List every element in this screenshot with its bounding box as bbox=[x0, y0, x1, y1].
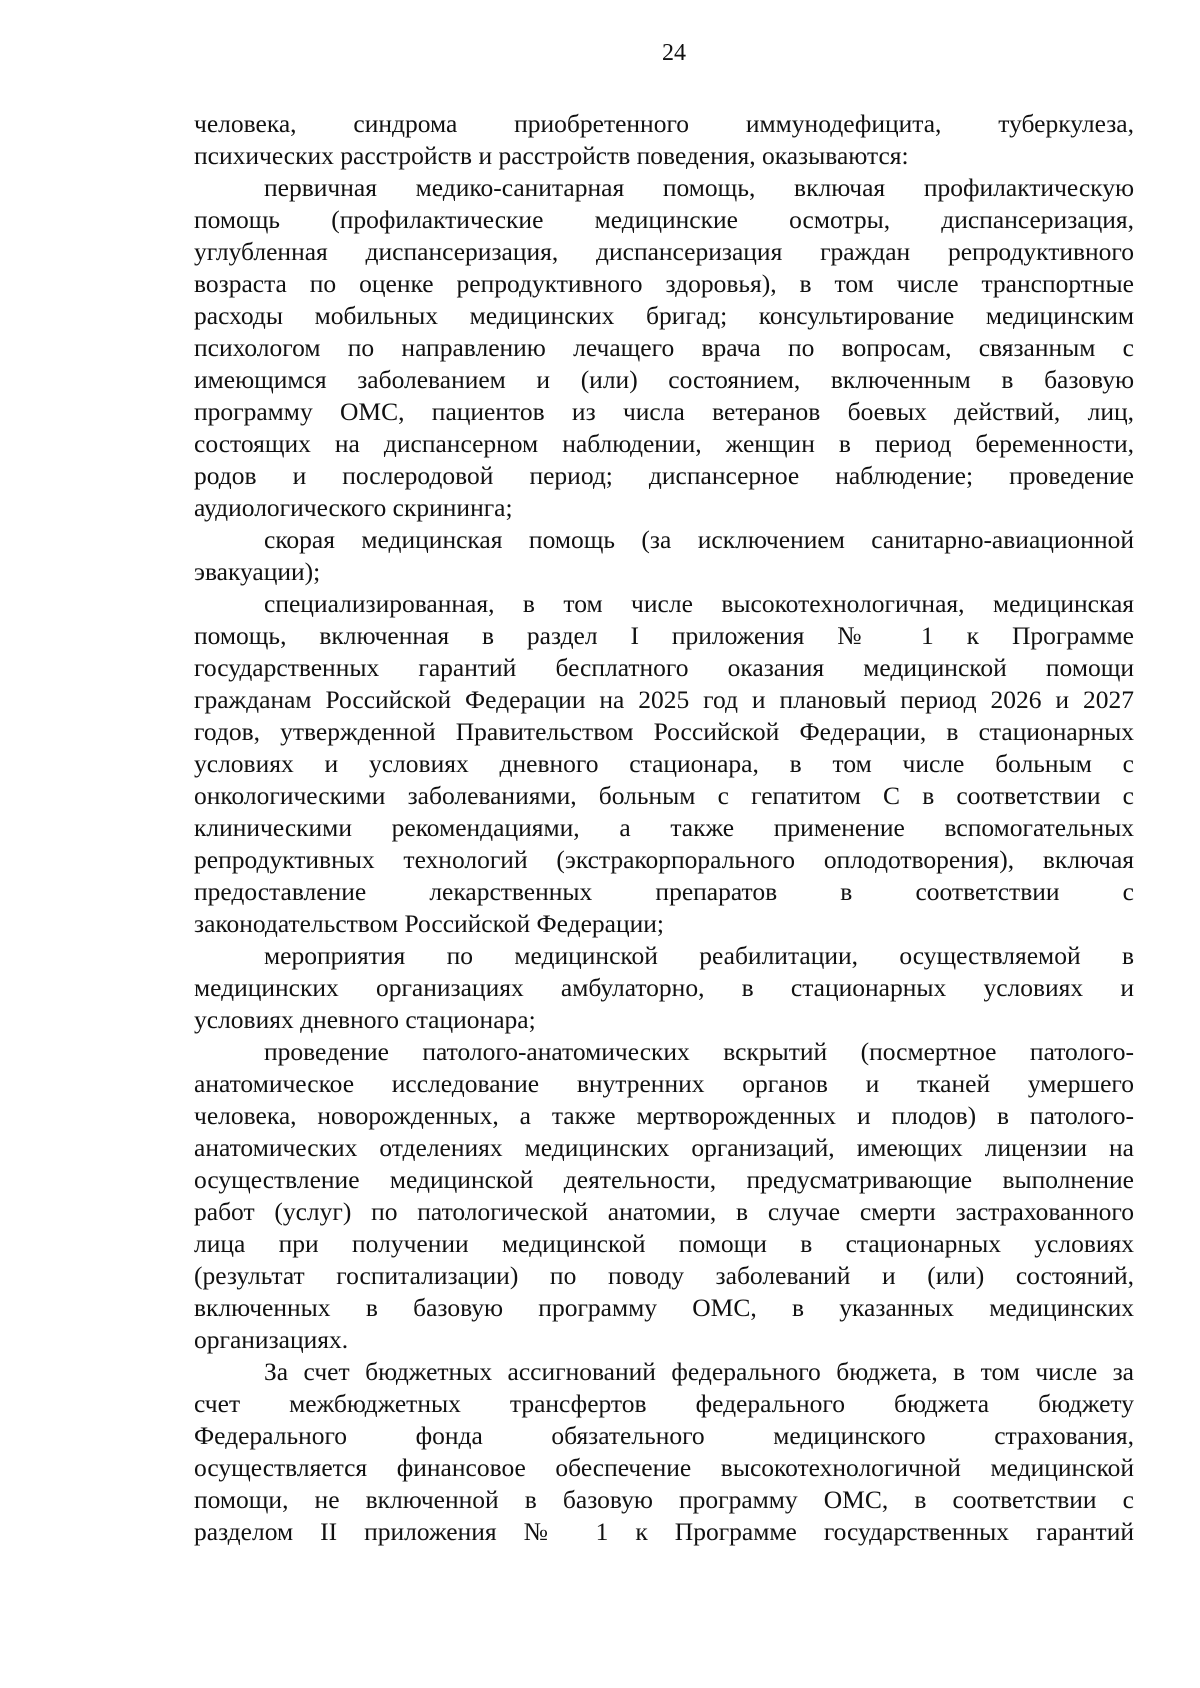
text-line: онкологическими заболеваниями, больным с гепатитом С в соответствии с bbox=[194, 781, 1134, 810]
paragraph bbox=[194, 1036, 1134, 1356]
text-line: человека, синдрома приобретенного иммунодефицита, туберкулеза, bbox=[194, 109, 1134, 138]
paragraph bbox=[194, 588, 1134, 940]
text-line: организациях. bbox=[194, 1325, 349, 1354]
text-line: углубленная диспансеризация, диспансеризация граждан репродуктивного bbox=[194, 237, 1134, 266]
text-line: лица при получении медицинской помощи в стационарных условиях bbox=[194, 1229, 1134, 1258]
text-line: осуществление медицинской деятельности, предусматривающие выполнение bbox=[194, 1165, 1134, 1194]
text-line: разделом II приложения № 1 к Программе государственных гарантий bbox=[194, 1517, 1134, 1546]
text-line: анатомическое исследование внутренних органов и тканей умершего bbox=[194, 1069, 1134, 1098]
text-line: годов, утвержденной Правительством Российской Федерации, в стационарных bbox=[194, 717, 1134, 746]
text-line: законодательством Российской Федерации; bbox=[194, 909, 665, 938]
text-line: репродуктивных технологий (экстракорпорального оплодотворения), включая bbox=[194, 845, 1134, 874]
text-line: родов и послеродовой период; диспансерное наблюдение; проведение bbox=[194, 461, 1134, 490]
text-line: человека, новорожденных, а также мертворожденных и плодов) в патолого- bbox=[194, 1101, 1134, 1130]
text-line: скорая медицинская помощь (за исключением санитарно-авиационной bbox=[264, 525, 1134, 554]
text-line: психологом по направлению лечащего врача по вопросам, связанным с bbox=[194, 333, 1134, 362]
text-line: помощь (профилактические медицинские осмотры, диспансеризация, bbox=[194, 205, 1134, 234]
text-line: имеющимся заболеванием и (или) состоянием, включенным в базовую bbox=[194, 365, 1134, 394]
text-line: государственных гарантий бесплатного оказания медицинской помощи bbox=[194, 653, 1134, 682]
text-line: анатомических отделениях медицинских организаций, имеющих лицензии на bbox=[194, 1133, 1134, 1162]
paragraph bbox=[194, 1356, 1134, 1548]
text-line: (результат госпитализации) по поводу заболеваний и (или) состояний, bbox=[194, 1261, 1134, 1290]
text-line: условиях и условиях дневного стационара, в том числе больным с bbox=[194, 749, 1134, 778]
text-line: медицинских организациях амбулаторно, в стационарных условиях и bbox=[194, 973, 1134, 1002]
text-line: мероприятия по медицинской реабилитации, осуществляемой в bbox=[264, 941, 1134, 970]
text-line: психических расстройств и расстройств поведения, оказываются: bbox=[194, 141, 909, 170]
text-line: первичная медико-санитарная помощь, включая профилактическую bbox=[264, 173, 1134, 202]
text-line: Федерального фонда обязательного медицинского страхования, bbox=[194, 1421, 1134, 1450]
text-line: специализированная, в том числе высокотехнологичная, медицинская bbox=[264, 589, 1134, 618]
text-line: счет межбюджетных трансфертов федерального бюджета бюджету bbox=[194, 1389, 1134, 1418]
text-line: возраста по оценке репродуктивного здоровья), в том числе транспортные bbox=[194, 269, 1134, 298]
page-number: 24 bbox=[662, 40, 686, 66]
text-line: состоящих на диспансерном наблюдении, женщин в период беременности, bbox=[194, 429, 1134, 458]
text-line: программу ОМС, пациентов из числа ветеранов боевых действий, лиц, bbox=[194, 397, 1134, 426]
text-line: гражданам Российской Федерации на 2025 год и плановый период 2026 и 2027 bbox=[194, 685, 1134, 714]
document-body bbox=[194, 108, 1134, 1548]
text-line: помощи, не включенной в базовую программу ОМС, в соответствии с bbox=[194, 1485, 1134, 1514]
text-line: клиническими рекомендациями, а также применение вспомогательных bbox=[194, 813, 1134, 842]
text-line: эвакуации); bbox=[194, 557, 321, 586]
text-line: За счет бюджетных ассигнований федерального бюджета, в том числе за bbox=[264, 1357, 1134, 1386]
text-line: предоставление лекарственных препаратов в соответствии с bbox=[194, 877, 1134, 906]
text-line: помощь, включенная в раздел I приложения № 1 к Программе bbox=[194, 621, 1134, 650]
text-line: проведение патолого-анатомических вскрытий (посмертное патолого- bbox=[264, 1037, 1134, 1066]
paragraph bbox=[194, 524, 1134, 588]
paragraph bbox=[194, 108, 1134, 172]
text-line: включенных в базовую программу ОМС, в указанных медицинских bbox=[194, 1293, 1134, 1322]
paragraph bbox=[194, 940, 1134, 1036]
text-line: аудиологического скрининга; bbox=[194, 493, 513, 522]
text-line: работ (услуг) по патологической анатомии, в случае смерти застрахованного bbox=[194, 1197, 1134, 1226]
paragraph bbox=[194, 172, 1134, 524]
text-line: условиях дневного стационара; bbox=[194, 1005, 536, 1034]
text-line: расходы мобильных медицинских бригад; консультирование медицинским bbox=[194, 301, 1134, 330]
text-line: осуществляется финансовое обеспечение высокотехнологичной медицинской bbox=[194, 1453, 1134, 1482]
